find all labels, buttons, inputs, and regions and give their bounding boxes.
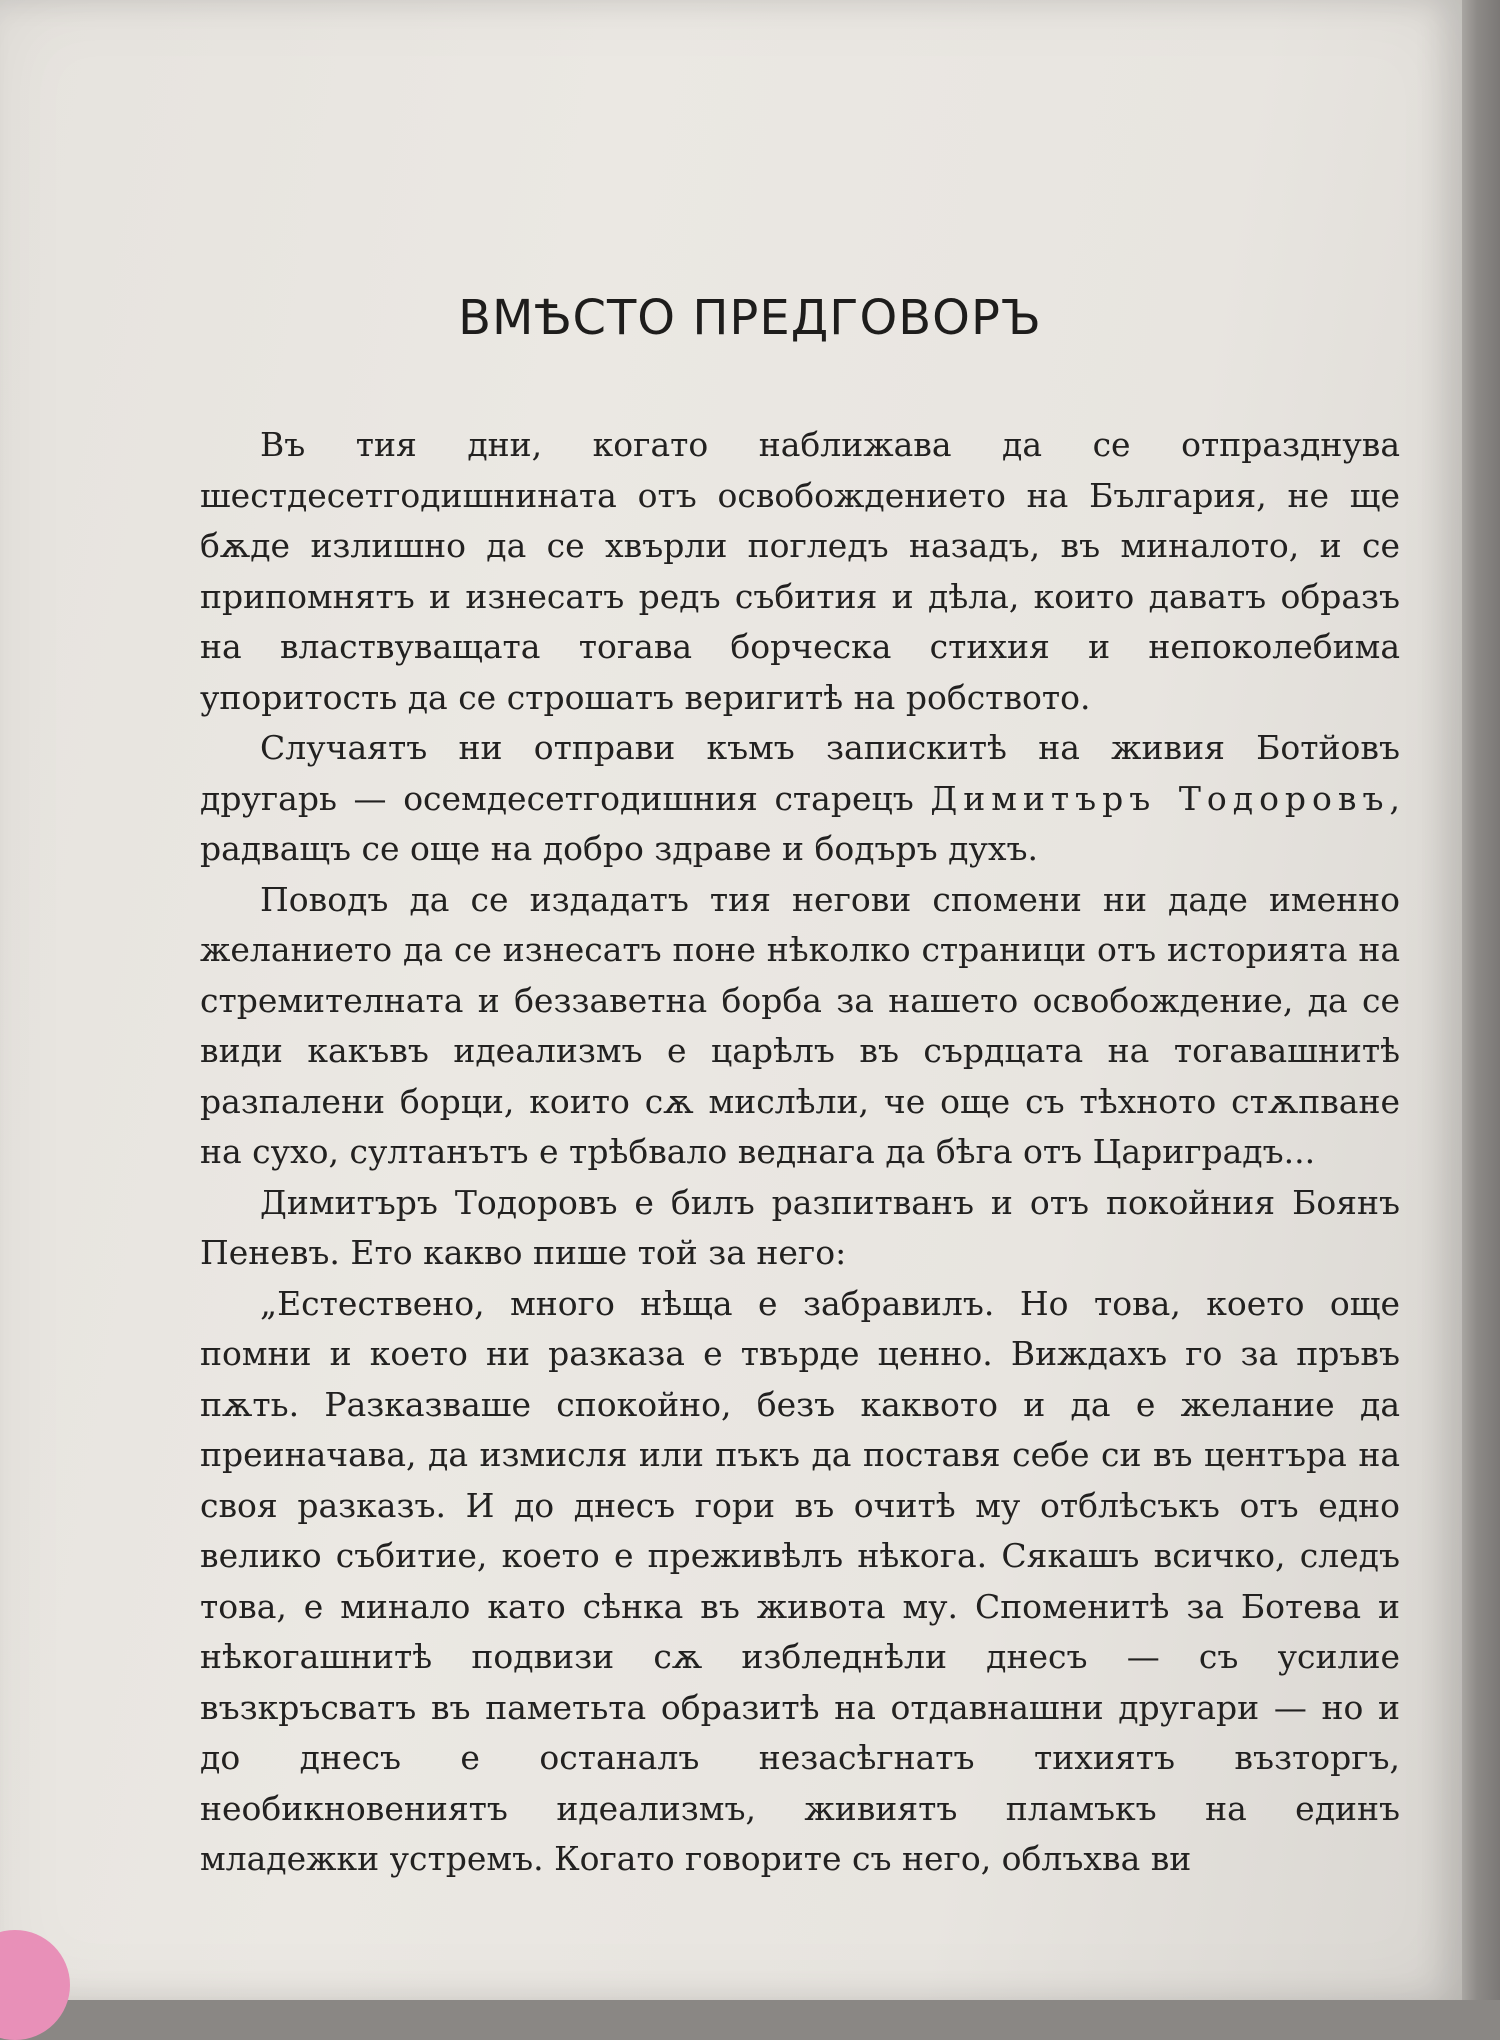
paragraph-5-quote: „Естествено, много нѣща е забравилъ. Но това, което още помни и което ни разказа е твърде ценно. Виждахъ го за пръвъ пѫть. Разказваше спокойно, безъ каквото и да е желание да преиначава, да измисля или пъкъ да поставя себе си въ центъра на своя разказъ. И до днесъ гори въ очитѣ му отблѣсъкъ отъ едно велико събитие, което е преживѣлъ нѣкога. Сякашъ всичко, следъ това, е минало като сѣнка въ живота му. Споменитѣ за Ботева и нѣкогашнитѣ подвизи сѫ избледнѣли днесъ — съ усилие възкръсватъ въ паметьта образитѣ на отдавнашни другари — но и до днесъ е останалъ незасѣгнатъ тихиятъ възторгъ, необикновениятъ идеализмъ, живиятъ пламъкъ на единъ младежки устремъ. Когато говорите съ него, облъхва ви xyxy=(200,1283,1400,1878)
author-name-spaced: Димитъръ Тодоровъ xyxy=(930,778,1390,818)
paragraph-4: Димитъръ Тодоровъ е билъ разпитванъ и отъ покойния Боянъ Пеневъ. Ето какво пише той за него: xyxy=(200,1182,1400,1272)
paragraph-2 xyxy=(200,723,1400,875)
paragraph-2-after: , радващъ се още на добро здраве и бодъръ духъ. xyxy=(200,778,1401,868)
paragraph-3: Поводъ да се издадатъ тия негови спомени ни даде именно желанието да се изнесатъ поне нѣколко страници отъ историята на стремителната и беззаветна борба за нашето освобождение, да се види какъвъ идеализмъ е царѣлъ въ сърдцата на тогавашнитѣ разпалени борци, които сѫ мислѣли, че още съ тѣхното стѫпване на сухо, султанътъ е трѣбвало веднага да бѣга отъ Цариградъ... xyxy=(200,879,1400,1171)
page-title: ВМѢСТО ПРЕДГОВОРЪ xyxy=(458,290,1042,346)
paragraph-1: Въ тия дни, когато наближава да се отпразднува шестдесетгодишнината отъ освобождението на България, не ще бѫде излишно да се хвърли погледъ назадъ, въ миналото, и се припомнятъ и изнесатъ редъ събития и дѣла, които даватъ образъ на властвуващата тогава борческа стихия и непоколебима упоритость да се строшатъ веригитѣ на робството. xyxy=(200,425,1400,717)
body-text xyxy=(200,420,1400,1885)
paragraph-2-before: Случаятъ ни отправи къмъ запискитѣ на живия Ботйовъ другарь — осемдесетгодишния старецъ xyxy=(200,728,1400,818)
